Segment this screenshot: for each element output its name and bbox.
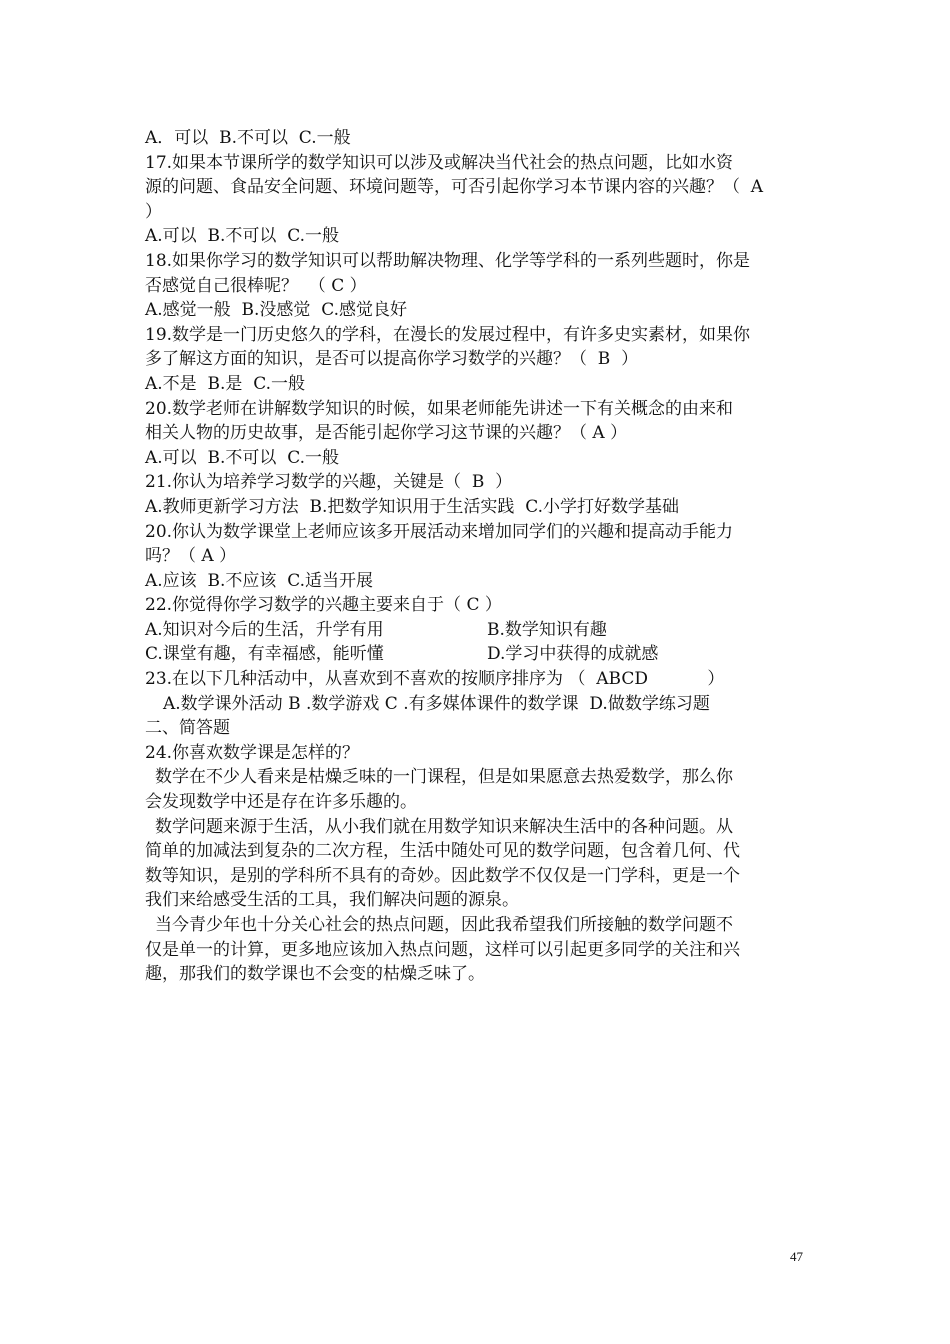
answer-paragraph-line: 数等知识，是别的学科所不具有的奇妙。因此数学不仅仅是一门学科，更是一个: [145, 865, 740, 886]
q20-text: 20.数学老师在讲解数学知识的时候，如果老师能先讲述一下有关概念的由来和: [145, 398, 734, 419]
q20b-text: 20.你认为数学课堂上老师应该多开展活动来增加同学们的兴趣和提高动手能力: [145, 521, 734, 542]
q22-option-a: A.知识对今后的生活，升学有用: [145, 619, 384, 640]
q21-text: 21.你认为培养学习数学的兴趣，关键是（ B ）: [145, 472, 513, 493]
page-number: 47: [790, 1249, 803, 1264]
q18-text: 否感觉自己很棒呢？ （ C ）: [145, 275, 367, 296]
q19-options: A.不是 B.是 C.一般: [145, 373, 305, 394]
q19-text: 多了解这方面的知识，是否可以提高你学习数学的兴趣？（ B ）: [145, 349, 639, 370]
q20-options: A.可以 B.不可以 C.一般: [145, 447, 339, 468]
q18-options: A.感觉一般 B.没感觉 C.感觉良好: [145, 300, 407, 321]
answer-paragraph-line: 简单的加减法到复杂的二次方程，生活中随处可见的数学问题，包含着几何、代: [145, 841, 740, 862]
answer-paragraph-line: 数学问题来源于生活，从小我们就在用数学知识来解决生活中的各种问题。从: [155, 816, 733, 837]
answer-paragraph-line: 会发现数学中还是存在许多乐趣的。: [145, 792, 417, 813]
q22-option-c: C.课堂有趣，有幸福感，能听懂: [145, 644, 384, 665]
q22-options-row: [145, 642, 810, 667]
q18-text: 18.如果你学习的数学知识可以帮助解决物理、化学等学科的一系列些题时，你是: [145, 250, 751, 271]
q20b-options: A.应该 B.不应该 C.适当开展: [145, 570, 373, 591]
q20-text: 相关人物的历史故事，是否能引起你学习这节课的兴趣？（ A ）: [145, 423, 628, 444]
q21-options: A.教师更新学习方法 B.把数学知识用于生活实践 C.小学打好数学基础: [145, 496, 679, 517]
q22-text: 22.你觉得你学习数学的兴趣主要来自于（ C ）: [145, 595, 502, 616]
q23-options: A.数学课外活动 B .数学游戏 C .有多媒体课件的数学课 D.做数学练习题: [163, 693, 710, 714]
q17-text: 源的问题、食品安全问题、环境问题等，可否引起你学习本节课内容的兴趣？（ A: [145, 177, 764, 198]
q17-text: 17.如果本节课所学的数学知识可以涉及或解决当代社会的热点问题，比如水资: [145, 152, 734, 173]
answer-paragraph-line: 当今青少年也十分关心社会的热点问题，因此我希望我们所接触的数学问题不: [155, 915, 733, 935]
q17-options: A.可以 B.不可以 C.一般: [145, 226, 339, 247]
answer-paragraph-line: 仅是单一的计算，更多地应该加入热点问题，这样可以引起更多同学的关注和兴: [145, 939, 740, 960]
section-heading: 二、简答题: [145, 718, 230, 739]
answer-paragraph-line: 趣，那我们的数学课也不会变的枯燥乏味了。: [145, 964, 485, 985]
answer-paragraph-line: 我们来给感受生活的工具，我们解决问题的源泉。: [145, 890, 519, 911]
q24-text: 24.你喜欢数学课是怎样的？: [145, 742, 360, 763]
q22-option-b: B.数学知识有趣: [487, 619, 607, 640]
q17-text: ）: [145, 201, 162, 222]
answer-paragraph-line: 数学在不少人看来是枯燥乏味的一门课程，但是如果愿意去热爱数学，那么你: [155, 767, 733, 788]
document-body: [145, 126, 810, 987]
q16-options: A．可以 B.不可以 C.一般: [145, 128, 351, 148]
q22-option-d: D.学习中获得的成就感: [487, 644, 659, 665]
q23-text: 23.在以下几种活动中，从喜欢到不喜欢的按顺序排序为 （ ABCD ）: [145, 669, 725, 690]
q20b-text: 吗？（ A ）: [145, 546, 237, 567]
q19-text: 19.数学是一门历史悠久的学科，在漫长的发展过程中，有许多史实素材，如果你: [145, 324, 751, 345]
q22-options-row: [145, 618, 810, 643]
